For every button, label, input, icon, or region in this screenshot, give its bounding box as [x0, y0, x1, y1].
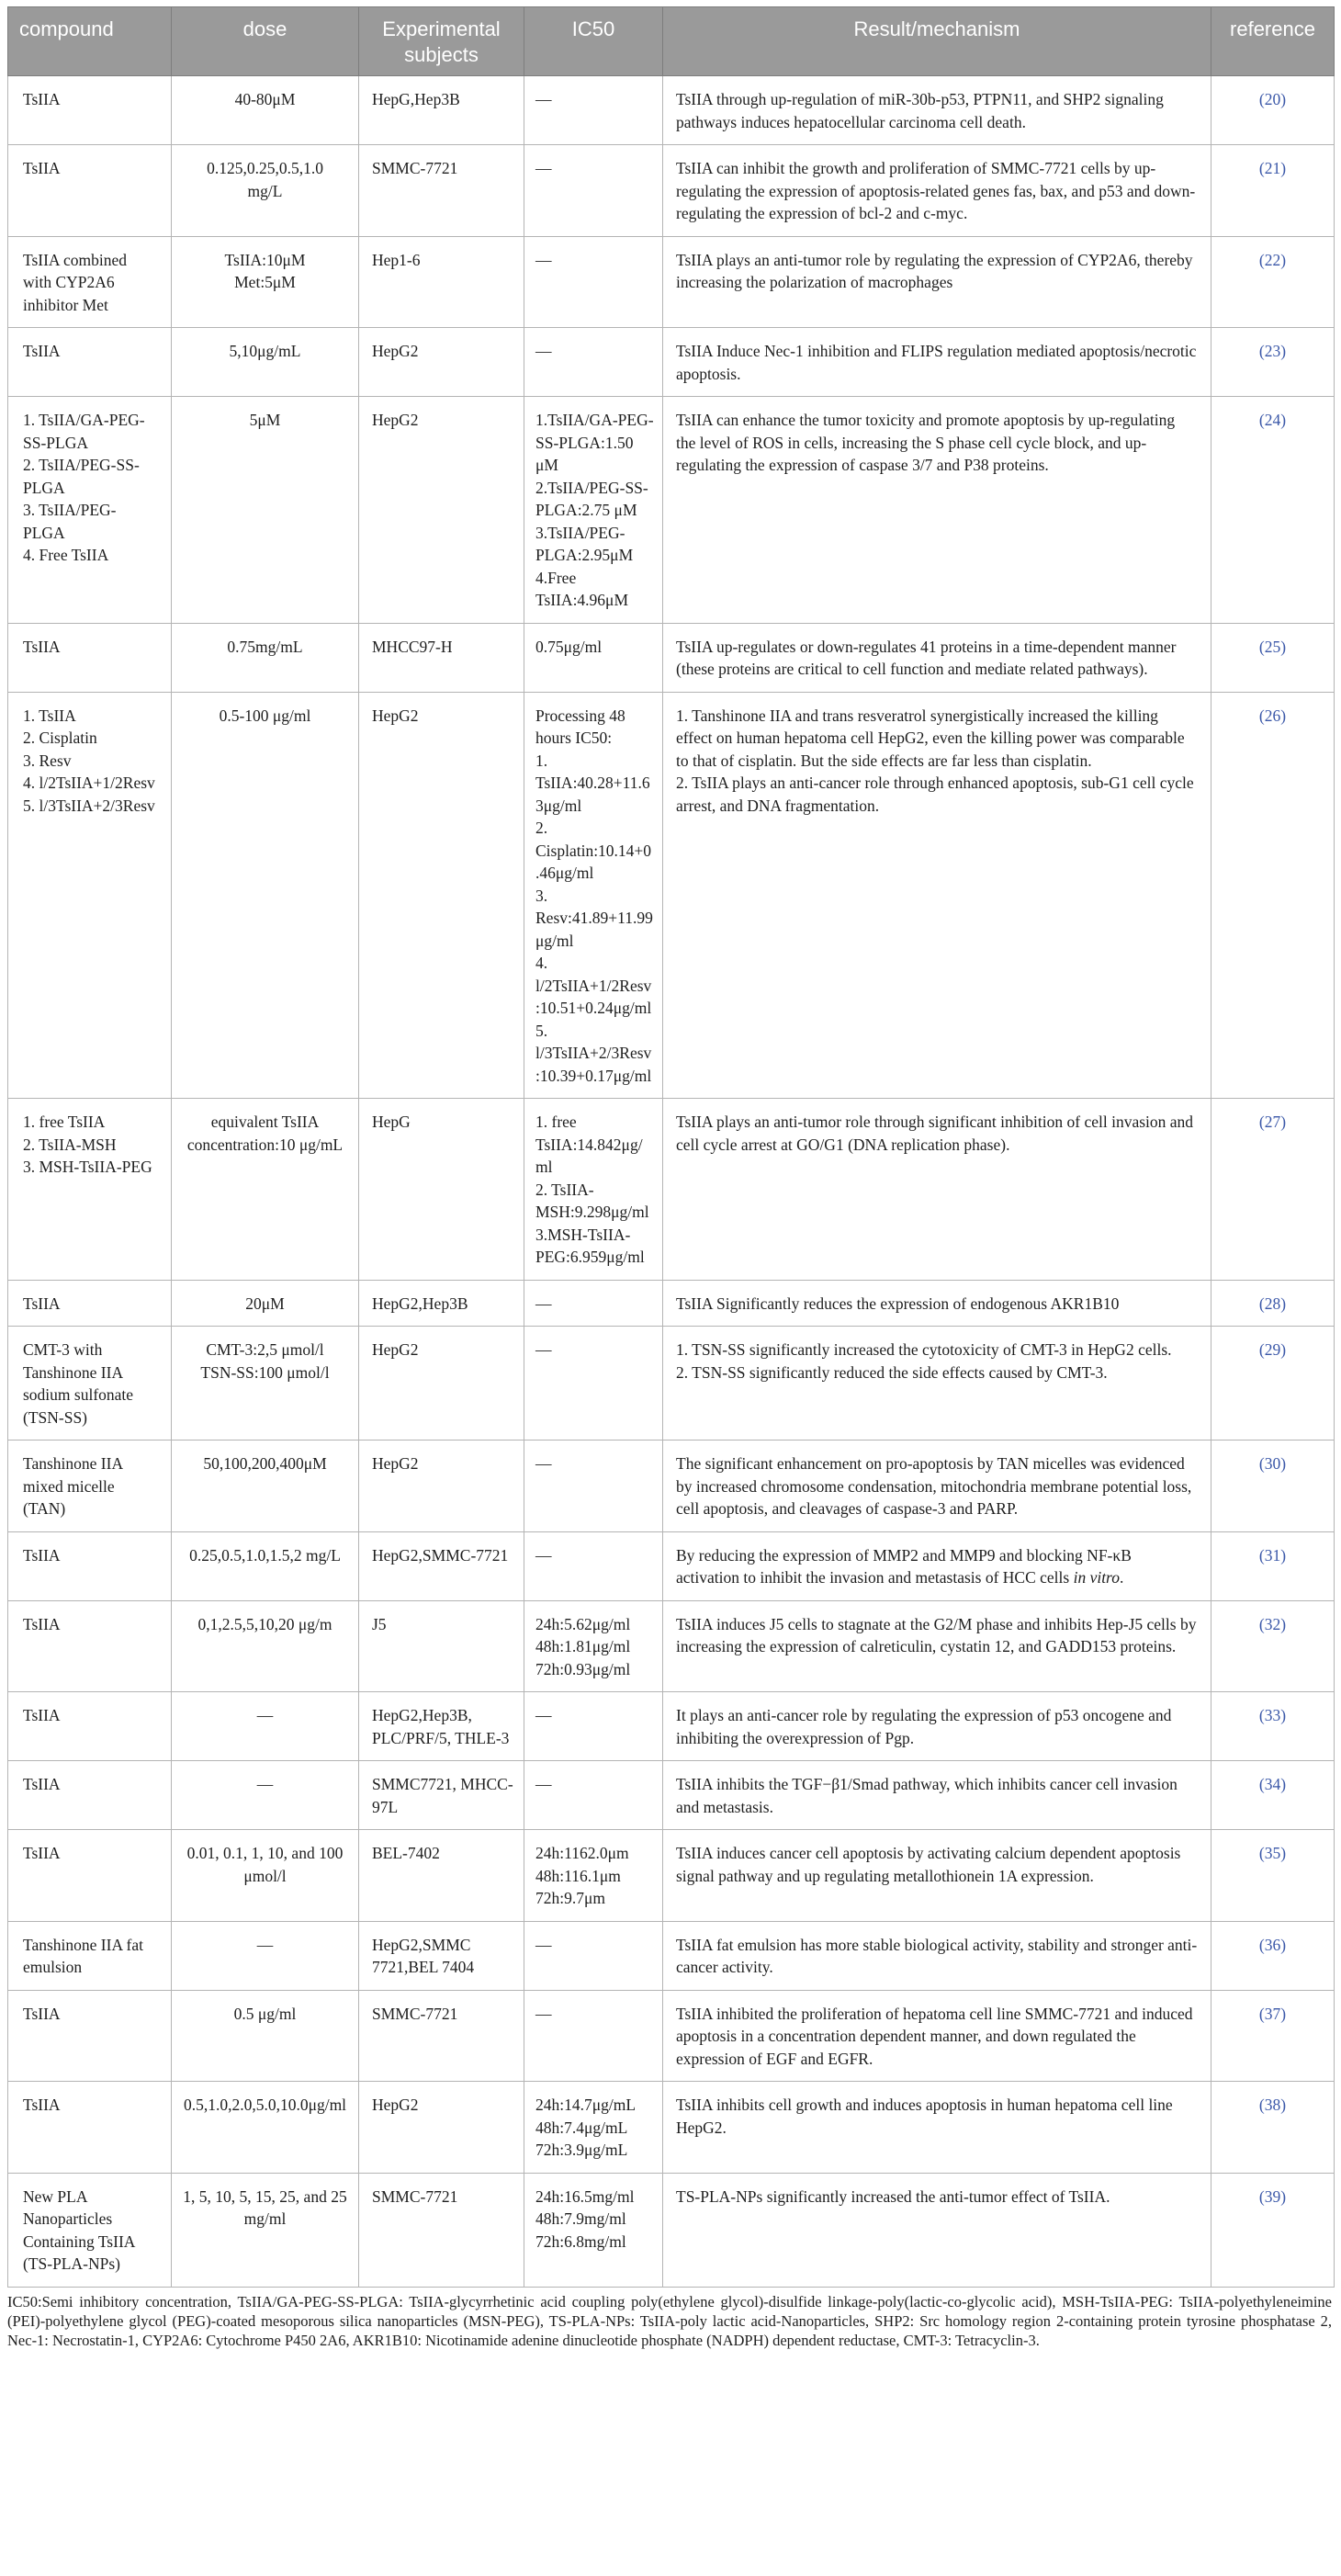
- cell-result: 1. TSN-SS significantly increased the cytotoxicity of CMT-3 in HepG2 cells. 2. TSN-SS significantly reduced the side effects caused by CMT-3.: [663, 1327, 1211, 1441]
- cell-subjects: HepG,Hep3B: [359, 76, 524, 145]
- cell-dose: 5μM: [172, 397, 359, 624]
- table-row: [8, 1099, 1335, 1281]
- cell-result: The significant enhancement on pro-apoptosis by TAN micelles was evidenced by increased chromosome condensation, mitochondria membrane potential loss, cell apoptosis, and cleavages of caspase-3 and PARP.: [663, 1441, 1211, 1532]
- cell-dose: —: [172, 1761, 359, 1830]
- reference-link[interactable]: (31): [1211, 1531, 1335, 1600]
- cell-ic50: 1.TsIIA/GA-PEG-SS-PLGA:1.50 μM 2.TsIIA/PEG-SS-PLGA:2.75 μM 3.TsIIA/PEG-PLGA:2.95μM 4.Free TsIIA:4.96μM: [524, 397, 663, 624]
- cell-compound: 1. TsIIA/GA-PEG-SS-PLGA 2. TsIIA/PEG-SS-PLGA 3. TsIIA/PEG-PLGA 4. Free TsIIA: [8, 397, 172, 624]
- cell-subjects: HepG2: [359, 2082, 524, 2174]
- reference-link[interactable]: (23): [1211, 328, 1335, 397]
- cell-compound: 1. TsIIA 2. Cisplatin 3. Resv 4. l/2TsIIA+1/2Resv 5. l/3TsIIA+2/3Resv: [8, 692, 172, 1099]
- cell-ic50: —: [524, 236, 663, 328]
- cell-compound: TsIIA: [8, 1280, 172, 1327]
- table-row: [8, 1327, 1335, 1441]
- cell-subjects: MHCC97-H: [359, 623, 524, 692]
- table-row: [8, 2173, 1335, 2287]
- table-row: [8, 1441, 1335, 1532]
- cell-compound: TsIIA: [8, 623, 172, 692]
- cell-dose: 0.5,1.0,2.0,5.0,10.0μg/ml: [172, 2082, 359, 2174]
- cell-subjects: J5: [359, 1600, 524, 1692]
- reference-link[interactable]: (22): [1211, 236, 1335, 328]
- cell-subjects: HepG2: [359, 1441, 524, 1532]
- cell-dose: 0.25,0.5,1.0,1.5,2 mg/L: [172, 1531, 359, 1600]
- reference-link[interactable]: (37): [1211, 1990, 1335, 2082]
- table-row: [8, 328, 1335, 397]
- column-header-dose: dose: [172, 7, 359, 76]
- cell-dose: 0,1,2.5,5,10,20 μg/m: [172, 1600, 359, 1692]
- cell-compound: TsIIA: [8, 328, 172, 397]
- cell-subjects: Hep1-6: [359, 236, 524, 328]
- data-table: [7, 6, 1335, 2288]
- table-row: [8, 397, 1335, 624]
- reference-link[interactable]: (30): [1211, 1441, 1335, 1532]
- cell-result: 1. Tanshinone IIA and trans resveratrol synergistically increased the killing effect on human hepatoma cell HepG2, even the killing power was comparable to that of cisplatin. But the side effects are far less than cisplatin. 2. TsIIA plays an anti-cancer role through enhanced apoptosis, sub-G1 cell cycle arrest, and DNA fragmentation.: [663, 692, 1211, 1099]
- table-row: [8, 1761, 1335, 1830]
- cell-ic50: —: [524, 1990, 663, 2082]
- table-row: [8, 145, 1335, 237]
- reference-link[interactable]: (33): [1211, 1692, 1335, 1761]
- cell-compound: 1. free TsIIA 2. TsIIA-MSH 3. MSH-TsIIA-PEG: [8, 1099, 172, 1281]
- column-header-subjects: Experimental subjects: [359, 7, 524, 76]
- cell-result: TsIIA up-regulates or down-regulates 41 proteins in a time-dependent manner (these proteins are critical to cell function and mediate related pathways).: [663, 623, 1211, 692]
- cell-subjects: HepG2: [359, 692, 524, 1099]
- cell-subjects: SMMC-7721: [359, 1990, 524, 2082]
- cell-compound: New PLA Nanoparticles Containing TsIIA (TS-PLA-NPs): [8, 2173, 172, 2287]
- cell-ic50: Processing 48 hours IC50: 1. TsIIA:40.28+11.63μg/ml 2. Cisplatin:10.14+0.46μg/ml 3. Resv:41.89+11.99μg/ml 4. l/2TsIIA+1/2Resv:10.51+0.24μg/ml 5. l/3TsIIA+2/3Resv:10.39+0.17μg/ml: [524, 692, 663, 1099]
- cell-compound: TsIIA: [8, 2082, 172, 2174]
- reference-link[interactable]: (26): [1211, 692, 1335, 1099]
- cell-subjects: BEL-7402: [359, 1830, 524, 1922]
- cell-ic50: 24h:16.5mg/ml 48h:7.9mg/ml 72h:6.8mg/ml: [524, 2173, 663, 2287]
- table-row: [8, 76, 1335, 145]
- cell-compound: TsIIA: [8, 1990, 172, 2082]
- cell-ic50: —: [524, 1441, 663, 1532]
- cell-ic50: —: [524, 1280, 663, 1327]
- cell-dose: 0.75mg/mL: [172, 623, 359, 692]
- cell-ic50: —: [524, 328, 663, 397]
- reference-link[interactable]: (28): [1211, 1280, 1335, 1327]
- cell-ic50: 0.75μg/ml: [524, 623, 663, 692]
- cell-compound: Tanshinone IIA fat emulsion: [8, 1921, 172, 1990]
- cell-compound: TsIIA: [8, 1761, 172, 1830]
- column-header-result: Result/mechanism: [663, 7, 1211, 76]
- reference-link[interactable]: (36): [1211, 1921, 1335, 1990]
- cell-subjects: HepG2: [359, 328, 524, 397]
- cell-dose: 1, 5, 10, 5, 15, 25, and 25 mg/ml: [172, 2173, 359, 2287]
- cell-dose: 50,100,200,400μM: [172, 1441, 359, 1532]
- reference-link[interactable]: (35): [1211, 1830, 1335, 1922]
- cell-dose: 0.01, 0.1, 1, 10, and 100 μmol/l: [172, 1830, 359, 1922]
- cell-result: TsIIA fat emulsion has more stable biological activity, stability and stronger anti-cancer activity.: [663, 1921, 1211, 1990]
- reference-link[interactable]: (20): [1211, 76, 1335, 145]
- reference-link[interactable]: (34): [1211, 1761, 1335, 1830]
- cell-ic50: —: [524, 1531, 663, 1600]
- cell-subjects: HepG2: [359, 1327, 524, 1441]
- table-row: [8, 2082, 1335, 2174]
- cell-ic50: 24h:5.62μg/ml 48h:1.81μg/ml 72h:0.93μg/ml: [524, 1600, 663, 1692]
- cell-subjects: SMMC7721, MHCC-97L: [359, 1761, 524, 1830]
- document-page: [7, 6, 1334, 2350]
- cell-dose: 0.125,0.25,0.5,1.0 mg/L: [172, 145, 359, 237]
- cell-ic50: —: [524, 1921, 663, 1990]
- reference-link[interactable]: (25): [1211, 623, 1335, 692]
- reference-link[interactable]: (39): [1211, 2173, 1335, 2287]
- cell-subjects: HepG2: [359, 397, 524, 624]
- cell-subjects: SMMC-7721: [359, 145, 524, 237]
- cell-result: TsIIA can enhance the tumor toxicity and promote apoptosis by up-regulating the level of ROS in cells, increasing the S phase cell cycle block, and up-regulating the expression of caspase 3/7 and P38 proteins.: [663, 397, 1211, 624]
- cell-dose: CMT-3:2,5 μmol/l TSN-SS:100 μmol/l: [172, 1327, 359, 1441]
- column-header-compound: compound: [8, 7, 172, 76]
- table-row: [8, 1531, 1335, 1600]
- table-row: [8, 1830, 1335, 1922]
- table-row: [8, 236, 1335, 328]
- cell-compound: Tanshinone IIA mixed micelle (TAN): [8, 1441, 172, 1532]
- table-row: [8, 1280, 1335, 1327]
- cell-dose: 0.5-100 μg/ml: [172, 692, 359, 1099]
- cell-subjects: HepG2,Hep3B: [359, 1280, 524, 1327]
- cell-subjects: SMMC-7721: [359, 2173, 524, 2287]
- cell-ic50: 24h:14.7μg/mL 48h:7.4μg/mL 72h:3.9μg/mL: [524, 2082, 663, 2174]
- cell-compound: TsIIA combined with CYP2A6 inhibitor Met: [8, 236, 172, 328]
- cell-ic50: —: [524, 76, 663, 145]
- header-row: [8, 7, 1335, 76]
- cell-dose: —: [172, 1921, 359, 1990]
- cell-ic50: 24h:1162.0μm 48h:116.1μm 72h:9.7μm: [524, 1830, 663, 1922]
- table-row: [8, 692, 1335, 1099]
- reference-link[interactable]: (27): [1211, 1099, 1335, 1281]
- cell-compound: TsIIA: [8, 76, 172, 145]
- cell-dose: 20μM: [172, 1280, 359, 1327]
- cell-result: TsIIA induces cancer cell apoptosis by activating calcium dependent apoptosis signal pathway and up regulating metallothionein 1A expression.: [663, 1830, 1211, 1922]
- cell-result: TsIIA can inhibit the growth and proliferation of SMMC-7721 cells by up-regulating the expression of apoptosis-related genes fas, bax, and p53 and down-regulating the expression of bcl-2 and c-myc.: [663, 145, 1211, 237]
- cell-compound: TsIIA: [8, 1600, 172, 1692]
- cell-compound: TsIIA: [8, 1830, 172, 1922]
- cell-ic50: —: [524, 1327, 663, 1441]
- cell-dose: equivalent TsIIA concentration:10 μg/mL: [172, 1099, 359, 1281]
- table-row: [8, 1921, 1335, 1990]
- cell-result: TsIIA plays an anti-tumor role through significant inhibition of cell invasion and cell cycle arrest at GO/G1 (DNA replication phase).: [663, 1099, 1211, 1281]
- cell-ic50: 1. free TsIIA:14.842μg/ml 2. TsIIA-MSH:9.298μg/ml 3.MSH-TsIIA-PEG:6.959μg/ml: [524, 1099, 663, 1281]
- cell-compound: TsIIA: [8, 1531, 172, 1600]
- reference-link[interactable]: (24): [1211, 397, 1335, 624]
- cell-dose: 40-80μM: [172, 76, 359, 145]
- cell-result: TsIIA inhibited the proliferation of hepatoma cell line SMMC-7721 and induced apoptosis in a concentration dependent manner, and down regulated the expression of EGF and EGFR.: [663, 1990, 1211, 2082]
- cell-result: TsIIA induces J5 cells to stagnate at the G2/M phase and inhibits Hep-J5 cells by increasing the expression of calreticulin, cystatin 12, and GADD153 proteins.: [663, 1600, 1211, 1692]
- cell-compound: CMT-3 with Tanshinone IIA sodium sulfonate (TSN-SS): [8, 1327, 172, 1441]
- cell-result: It plays an anti-cancer role by regulating the expression of p53 oncogene and inhibiting the overexpression of Pgp.: [663, 1692, 1211, 1761]
- table-row: [8, 1692, 1335, 1761]
- cell-ic50: —: [524, 145, 663, 237]
- table-row: [8, 1600, 1335, 1692]
- cell-result: TsIIA inhibits the TGF−β1/Smad pathway, which inhibits cancer cell invasion and metastasis.: [663, 1761, 1211, 1830]
- table-row: [8, 623, 1335, 692]
- cell-dose: 5,10μg/mL: [172, 328, 359, 397]
- cell-compound: TsIIA: [8, 1692, 172, 1761]
- reference-link[interactable]: (29): [1211, 1327, 1335, 1441]
- cell-dose: TsIIA:10μM Met:5μM: [172, 236, 359, 328]
- cell-result: TS-PLA-NPs significantly increased the anti-tumor effect of TsIIA.: [663, 2173, 1211, 2287]
- table-row: [8, 1990, 1335, 2082]
- cell-result: By reducing the expression of MMP2 and MMP9 and blocking NF-κB activation to inhibit the invasion and metastasis of HCC cells in vitro.: [663, 1531, 1211, 1600]
- cell-result: TsIIA through up-regulation of miR-30b-p53, PTPN11, and SHP2 signaling pathways induces hepatocellular carcinoma cell death.: [663, 76, 1211, 145]
- cell-subjects: HepG2,SMMC-7721: [359, 1531, 524, 1600]
- cell-ic50: —: [524, 1761, 663, 1830]
- reference-link[interactable]: (21): [1211, 145, 1335, 237]
- cell-result: TsIIA plays an anti-tumor role by regulating the expression of CYP2A6, thereby increasing the polarization of macrophages: [663, 236, 1211, 328]
- cell-compound: TsIIA: [8, 145, 172, 237]
- table-body: [8, 76, 1335, 2288]
- cell-ic50: —: [524, 1692, 663, 1761]
- cell-subjects: HepG: [359, 1099, 524, 1281]
- cell-subjects: HepG2,Hep3B, PLC/PRF/5, THLE-3: [359, 1692, 524, 1761]
- column-header-ic50: IC50: [524, 7, 663, 76]
- cell-result: TsIIA inhibits cell growth and induces apoptosis in human hepatoma cell line HepG2.: [663, 2082, 1211, 2174]
- table-footnote: IC50:Semi inhibitory concentration, TsIIA/GA-PEG-SS-PLGA: TsIIA-glycyrrhetinic acid coupling poly(ethylene glycol)-disulfide linkage-poly(lactic-co-glycolic acid), MSH-TsIIA-PEG: TsIIA-polyethyleneimine (PEI)-polyethylene glycol (PEG)-coated mesoporous silica nanoparticles (MSN-PEG), TS-PLA-NPs: TsIIA-poly lactic acid-Nanoparticles, SHP2: Src homology region 2-containing protein tyrosine phosphatase 2, Nec-1: Necrostatin-1, CYP2A6: Cytochrome P450 2A6, AKR1B10: Nicotinamide adenine dinucleotide phosphate (NADPH) dependent reductase, CMT-3: Tetracyclin-3.: [7, 2292, 1332, 2349]
- reference-link[interactable]: (32): [1211, 1600, 1335, 1692]
- cell-dose: —: [172, 1692, 359, 1761]
- cell-dose: 0.5 μg/ml: [172, 1990, 359, 2082]
- cell-subjects: HepG2,SMMC 7721,BEL 7404: [359, 1921, 524, 1990]
- cell-result: TsIIA Significantly reduces the expression of endogenous AKR1B10: [663, 1280, 1211, 1327]
- cell-result: TsIIA Induce Nec-1 inhibition and FLIPS regulation mediated apoptosis/necrotic apoptosis.: [663, 328, 1211, 397]
- reference-link[interactable]: (38): [1211, 2082, 1335, 2174]
- column-header-reference: reference: [1211, 7, 1335, 76]
